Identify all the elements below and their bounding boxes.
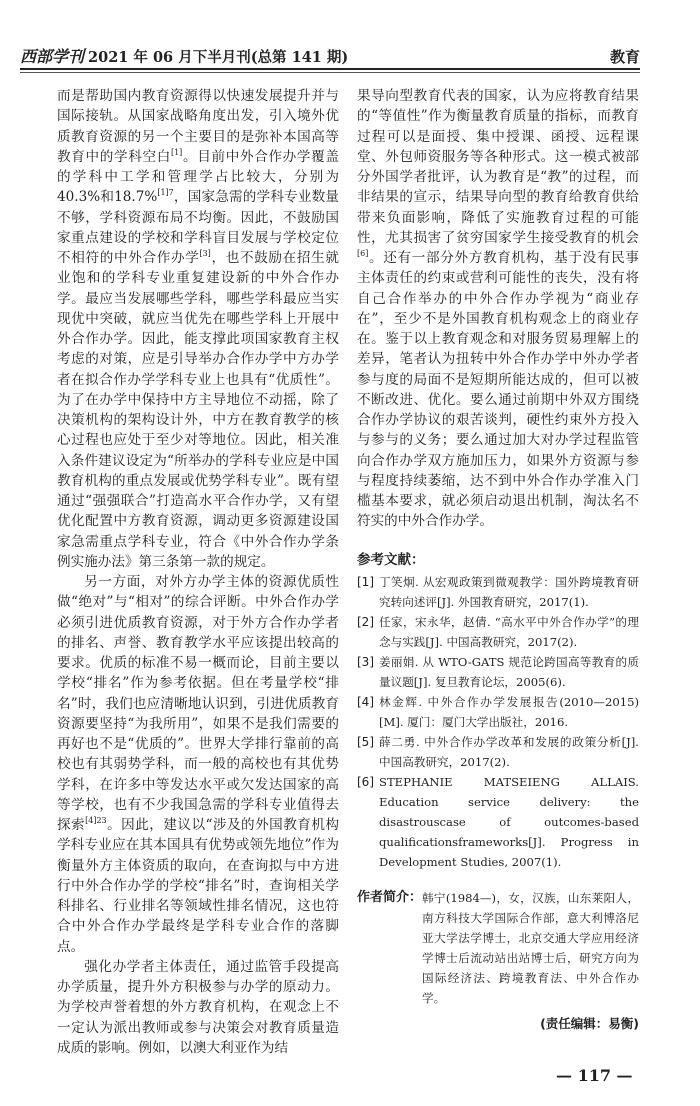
author-bio-label: 作者简介： [357,889,423,905]
reference-text: 姜丽娟. 从 WTO-GATS 规范论跨国高等教育的质量议题[J]. 复旦教育论坛，2005(6). [379,654,639,689]
citation-marker: [1] [170,147,183,157]
body-paragraph [57,572,339,957]
paragraph-text: 。目前中外合作办学覆盖的学科中工学和管理学占比较大，分别为40.3%和18.7% [57,148,340,206]
citation-marker: [1]7 [157,188,174,198]
reference-text: 丁笑炯. 从宏观政策到微观教学：国外跨境教育研究转向述评[J]. 外国教育研究，2017(1). [379,574,639,609]
page-number: — 117 — [556,1066,633,1085]
left-column [57,86,339,1058]
paragraph-text: ，也不鼓励在招生就业饱和的学科专业重复建设新的中外合作办学。最应当发展哪些学科，哪些学科最应当实现优中突破，就应当优先在哪些学科上开展中外合作办学。因此，能支撑此项国家教育主权考虑的对策，应是引导举办合作办学中方办学者在拟合作办学学科专业上也具有“优质性”。为了在办学中保持中方主导地位不动摇，除了决策机构的架构设计外，中方在教育教学的核心过程也应处于至少对等地位。因此，相关准入条件建议设定为“所举办的学科专业应是中国教育机构的重点发展或优势学科专业”。既有望通过“强强联合”打造高水平合作办学，又有望优化配置中方教育资源，调动更多资源建设国家急需重点学科专业，符合《中外合作办学条例实施办法》第三条第一款的规定。 [57,250,340,570]
citation-marker: [3] [199,249,211,258]
body-paragraph [357,86,639,532]
references-heading: 参考文献： [357,551,425,568]
reference-item [357,652,639,692]
reference-item [357,732,639,772]
reference-number: [2] [357,614,374,629]
reference-item [357,612,639,652]
issue-info: 2021 年 06 月下半月刊(总第 141 期) [88,49,349,66]
paragraph-text: 而是帮助国内教育资源得以快速发展提升并与国际接轨。从国家战略角度出发，引入境外优质教育资源的另一个主要目的是弥补本国高等教育中的学科空白 [57,88,339,165]
reference-number: [6] [357,774,374,789]
author-bio [357,888,639,1008]
citation-marker: [4]23 [85,816,107,825]
reference-number: [1] [357,574,374,589]
paragraph-text: 。因此，建议以“涉及的外国教育机构学科专业应在其本国具有优势或领先地位”作为衡量外方主体资质的取向，在查询拟与中方进行中外合作办学的学校“排名”时，查询相关学科排名、行业排名等领域性排名情况，这也符合中外合作办学最终是学科专业合作的落脚点。 [57,817,340,955]
reference-number: [3] [357,654,374,669]
body-paragraph [57,957,339,1058]
reference-item [357,572,639,612]
paragraph-text: 。还有一部分外方教育机构，基于没有民事主体责任的约束或营利可能性的丧失，没有将自己合作举办的中外合作办学视为“商业存在”，至少不是外国教育机构观念上的商业存在。鉴于以上教育观念和对服务贸易理解上的差异，笔者认为扭转中外合作办学中外办学者参与度的局面不是短期所能达成的，但可以被不断改进、优化。要么通过前期中外双方围绕合作办学协议的艰苦谈判，硬性约束外方投入与参与的义务；要么通过加大对办学过程监管向合作办学双方施加压力，如果外方资源与参与程度持续萎缩，达不到中外合作办学准入门槛基本要求，就必须启动退出机制，淘汰名不符实的中外合作办学。 [357,250,639,530]
author-bio-text: 韩宁(1984—)，女，汉族，山东莱阳人，南方科技大学国际合作部，意大利博洛尼亚大学法学博士，北京交通大学应用经济学博士后流动站出站博士后，研究方向为国际经济法、跨境教育法、中外合作办学。 [422,890,639,1005]
right-column [357,86,639,1034]
reference-text: STEPHANIE MATSEIENG ALLAIS. Education service delivery: the disastrouscase of outcomes-based qualificationsframeworks[J]. Progress in Development Studies, 2007(1). [379,774,639,869]
section-name: 教育 [609,48,640,66]
reference-text: 任家，宋永华，赵倩. “高水平中外合作办学”的理念与实践[J]. 中国高教研究，2017(2). [379,614,639,649]
reference-number: [5] [357,734,374,749]
right-column-body [357,86,639,532]
references-list [357,572,639,872]
reference-item [357,692,639,732]
paragraph-text: 另一方面，对外方办学主体的资源优质性做“绝对”与“相对”的综合评断。中外合作办学必须引进优质教育资源，对于外方合作办学者的排名、声誉、教育教学水平应该提出较高的要求。优质的标准不易一概而论，目前主要以学校“排名”作为参考依据。但在考量学校“排名”时，我们也应清晰地认识到，引进优质教育资源要坚持“为我所用”，如果不是我们需要的再好也不是“优质的”。世界大学排行靠前的高校也有其弱势学科，而一般的高校也有其优势学科，在许多中等发达水平或欠发达国家的高等学校，也有不少我国急需的学科专业值得去探索 [57,574,339,833]
journal-logo: 西部学刊 [20,47,85,66]
paragraph-text: 果导向型教育代表的国家，认为应将教育结果的“等值性”作为衡量教育质量的指标，而教育过程可以是面授、集中授课、函授、远程课堂、外包师资服务等各种形式。这一模式被部分外国学者批评，认为教育是“教”的过程，而非结果的宣示，结果导向型的教育给教育供给带来负面影响，降低了实施教育过程的可能性，尤其损害了贫穷国家学生接受教育的机会 [357,88,639,246]
reference-text: 薛二勇. 中外合作办学改革和发展的政策分析[J]. 中国高教研究，2017(2). [379,734,639,769]
reference-number: [4] [357,694,374,709]
reference-text: 林金辉. 中外合作办学发展报告(2010—2015)[M]. 厦门：厦门大学出版社，2016. [379,694,639,729]
reference-item [357,772,639,872]
citation-marker: [6] [357,249,369,258]
responsible-editor: (责任编辑：易衡) [540,1015,639,1031]
paragraph-text: ，国家急需的学科专业数量不够，学科资源布局不均衡。因此，不鼓励国家重点建设的学校和学科盲目发展与学校定位不相符的中外合作办学 [57,189,340,266]
two-column-layout [57,86,639,1058]
paragraph-text: 强化办学者主体责任，通过监管手段提高办学质量，提升外方积极参与办学的原动力。为学校声誉着想的外方教育机构，在观念上不一定认为派出教师或参与决策会对教育质量造成质的影响。例如，以澳大利亚作为结 [57,958,339,1056]
body-paragraph [57,86,339,572]
